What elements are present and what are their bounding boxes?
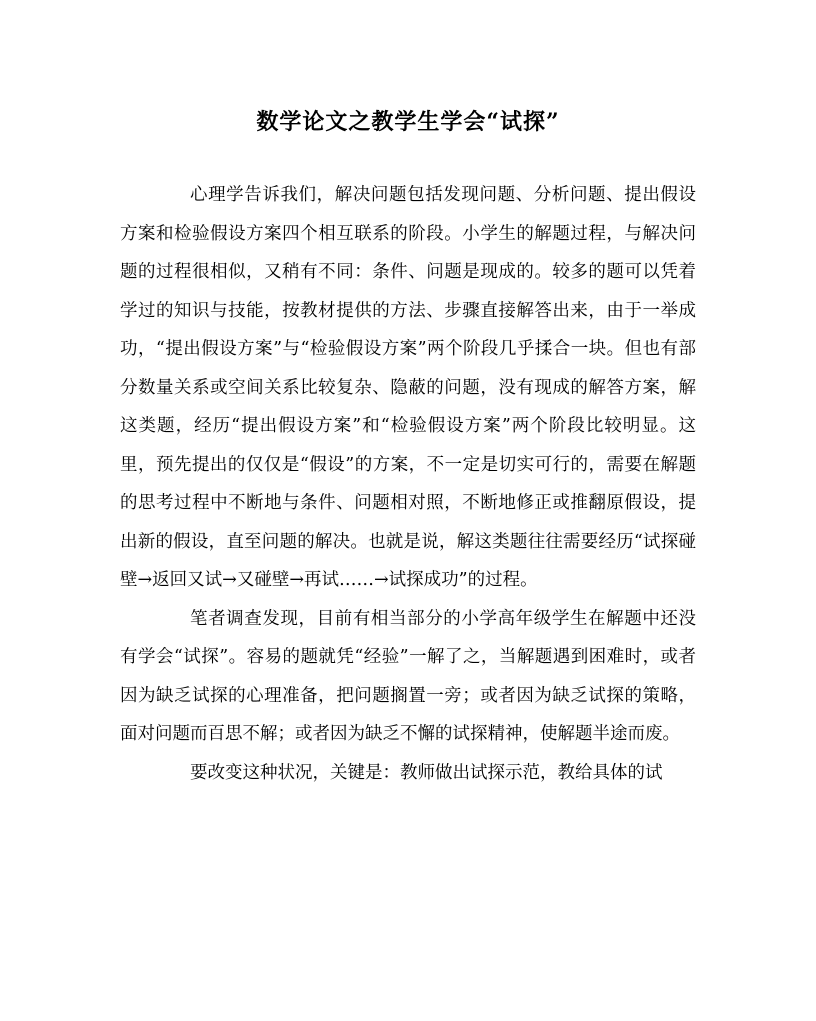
document-body xyxy=(120,176,696,792)
document-title: 数学论文之教学生学会“试探” xyxy=(256,109,560,135)
paragraph-3: 要改变这种状况，关键是：教师做出试探示范，教给具体的试 xyxy=(190,762,663,783)
paragraph-1: 心理学告诉我们，解决问题包括发现问题、分析问题、提出假设方案和检验假设方案四个相互联系的阶段。小学生的解题过程，与解决问题的过程很相似，又稍有不同：条件、问题是现成的。较多的题可以凭着学过的知识与技能，按教材提供的方法、步骤直接解答出来，由于一举成功，“提出假设方案”与“检验假设方案”两个阶段几乎揉合一块。但也有部分数量关系或空间关系比较复杂、隐蔽的问题，没有现成的解答方案，解这类题，经历“提出假设方案”和“检验假设方案”两个阶段比较明显。这里，预先提出的仅仅是“假设”的方案，不一定是切实可行的，需要在解题的思考过程中不断地与条件、问题相对照，不断地修正或推翻原假设，提出新的假设，直至问题的解决。也就是说，解这类题往往需要经历“试探碰壁→返回又试→又碰壁→再试……→试探成功”的过程。 xyxy=(120,185,696,590)
paragraph-2: 笔者调查发现，目前有相当部分的小学高年级学生在解题中还没有学会“试探”。容易的题就凭“经验”一解了之，当解题遇到困难时，或者因为缺乏试探的心理准备，把问题搁置一旁；或者因为缺乏试探的策略，面对问题而百思不解；或者因为缺乏不懈的试探精神，使解题半途而废。 xyxy=(120,608,696,744)
